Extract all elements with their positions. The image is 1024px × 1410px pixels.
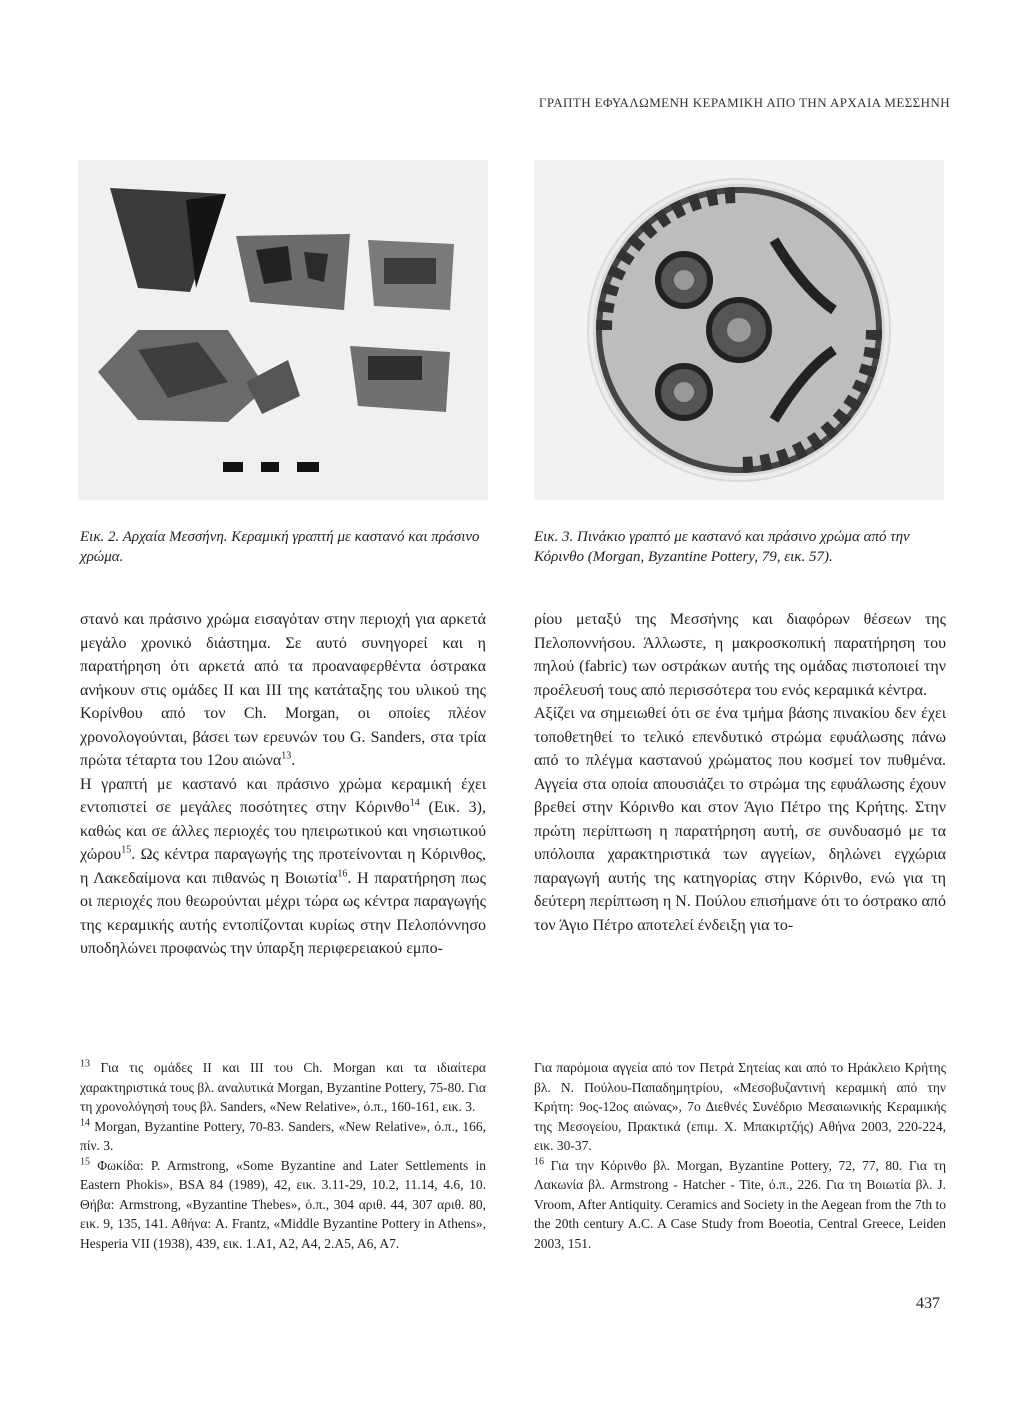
footnote-14: $^{14}$ Morgan, Byzantine Pottery, 70-83. Sanders, «New Relative», ό.π., 166, πίν. 3. (80, 1117, 486, 1153)
figure-plate-photo (534, 160, 944, 500)
footnote-ref-13: 13 (281, 750, 292, 762)
figure-sherds-photo (78, 160, 488, 500)
figure-3-caption: Εικ. 3. Πινάκιο γραπτό με καστανό και πράσινο χρώμα από την Κόρινθο (Morgan, Byzantine Pottery, 79, εικ. 57). (534, 529, 910, 565)
footnote-16: $^{16}$ Για την Κόρινθο βλ. Morgan, Byzantine Pottery, 72, 77, 80. Για τη Λακωνία βλ. Armstrong - Hatcher - Tite, ό.π., 226. Για τη Βοιωτία βλ. J. Vroom, After Antiquity. Ceramics and Society in the Aegean from the 7th to the 20th century A.C. A Case Study from Boeotia, Central Greece, Leiden 2003, 151. (534, 1156, 947, 1251)
footnote-ref-15: 15 (121, 844, 132, 856)
footnote-ref-14: 14 (409, 797, 420, 809)
footnote-15: $^{15}$ Φωκίδα: P. Armstrong, «Some Byzantine and Later Settlements in Eastern Phokis», BSA 84 (1989), 42, εικ. 3.11-29, 10.2, 11.14, 4.6, 10. Θήβα: Armstrong, «Byzantine Thebes», ό.π., 304 αριθ. 44, 307 αριθ. 80, εικ. 9, 135, 141. Αθήνα: A. Frantz, «Middle Byzantine Pottery in Athens», Hesperia VII (1938), 439, εικ. 1.A1, A2, A4, 2.A5, A6, A7. (80, 1156, 486, 1251)
sherds-photo-image (78, 160, 488, 500)
page-number: 437 (916, 1295, 940, 1312)
figure-2-caption: Εικ. 2. Αρχαία Μεσσήνη. Κεραμική γραπτή με καστανό και πράσινο χρώμα. (80, 529, 480, 565)
footnotes-right (534, 1058, 946, 1253)
body-column-left (80, 608, 486, 961)
running-head: ΓΡΑΠΤΗ ΕΦΥΑΛΩΜΕΝΗ ΚΕΡΑΜΙΚΗ ΑΠΟ ΤΗΝ ΑΡΧΑΙΑ ΜΕΣΣΗΝΗ (538, 95, 950, 110)
footnote-15-continued: Για παρόμοια αγγεία από τον Πετρά Σητείας και από το Ηράκλειο Κρήτης βλ. Ν. Πούλου-Παπαδημητρίου, «Μεσοβυζαντινή κεραμική από την Κρήτη: 9ος-12ος αιώνας», 7ο Διεθνές Συνέδριο Μεσαιωνικής Κεραμικής της Μεσογείου, Πρακτικά (επιμ. Χ. Μπακιρτζής) Αθήνα 2003, 220-224, εικ. 30-37. (534, 1060, 946, 1153)
footnote-13: $^{13}$ Για τις ομάδες ΙΙ και ΙΙΙ του Ch. Morgan και τα ιδιαίτερα χαρακτηριστικά τους βλ. αναλυτικά Morgan, Byzantine Pottery, 75-80. Για τη χρονολόγησή τους βλ. Sanders, «New Relative», ό.π., 160-161, εικ. 3. (80, 1058, 487, 1114)
footnotes-left (80, 1058, 486, 1253)
plate-photo-image (534, 160, 944, 500)
body-paragraph: Αξίζει να σημειωθεί ότι σε ένα τμήμα βάσης πινακίου δεν έχει τοποθετηθεί το τελικό επενδυτικό στρώμα εφυάλωσης πάνω από το πλέγμα καστανού χρώματος που κοσμεί τον πυθμένα. Αγγεία στα οποία απουσιάζει το στρώμα της εφυάλωσης έχουν βρεθεί στην Κόρινθο και στον Άγιο Πέτρο της Κρήτης. Στην πρώτη περίπτωση η παρατήρηση αυτή, σε συνδυασμό με τα υπόλοιπα χαρακτηριστικά των αγγείων, δηλώνει εγχώρια παραγωγή αυτής της κατηγορίας στην Κόρινθο, ενώ για τη δεύτερη περίπτωση η Ν. Πούλου επισήμανε ότι το όστρακο από τον Άγιο Πέτρο αποτελεί ένδειξη για το- (534, 705, 946, 934)
body-paragraph: ρίου μεταξύ της Μεσσήνης και διαφόρων θέσεων της Πελοποννήσου. Άλλωστε, η μακροσκοπική παρατήρηση του πηλού (fabric) των οστράκων αυτής της ομάδας πιστοποιεί την προέλευσή τους από περισσότερα του ενός κεραμικά κέντρα. (534, 611, 946, 699)
body-column-right (534, 608, 946, 937)
footnote-ref-16: 16 (337, 868, 348, 880)
body-paragraph: Η γραπτή με καστανό και πράσινο χρώμα κεραμική έχει εντοπιστεί σε μεγάλες ποσότητες στην Κόρινθο$^{14}$ (Εικ. 3), καθώς και σε άλλες περιοχές του ηπειρωτικού και νησιωτικού χώρου$^{15}$. Ως κέντρα παραγωγής της προτείνονται η Κόρινθος, η Λακεδαίμονα και πιθανώς η Βοιωτία$^{16}$. Η παρατήρηση πως οι περιοχές που θεωρούνται μέχρι τώρα ως κέντρα παραγωγής της κεραμικής αυτής εντοπίζονται κυρίως στην Πελοπόννησο υποδηλώνει προφανώς την ύπαρξη περιφερειακού εμπο- (80, 775, 487, 957)
body-paragraph: στανό και πράσινο χρώμα εισαγόταν στην περιοχή για αρκετά μεγάλο χρονικό διάστημα. Σε αυτό συνηγορεί και η παρατήρηση ότι αρκετά από τα προαναφερθέντα όστρακα ανήκουν στις ομάδες ΙΙ και ΙΙΙ της κατάταξης του υλικού της Κορίνθου από τον Ch. Morgan, οι οποίες πλέον χρονολογούνται, βάσει των ερευνών του G. Sanders, στα τρία πρώτα τέταρτα του 12ου αιώνα$^{13}$. (80, 611, 486, 769)
